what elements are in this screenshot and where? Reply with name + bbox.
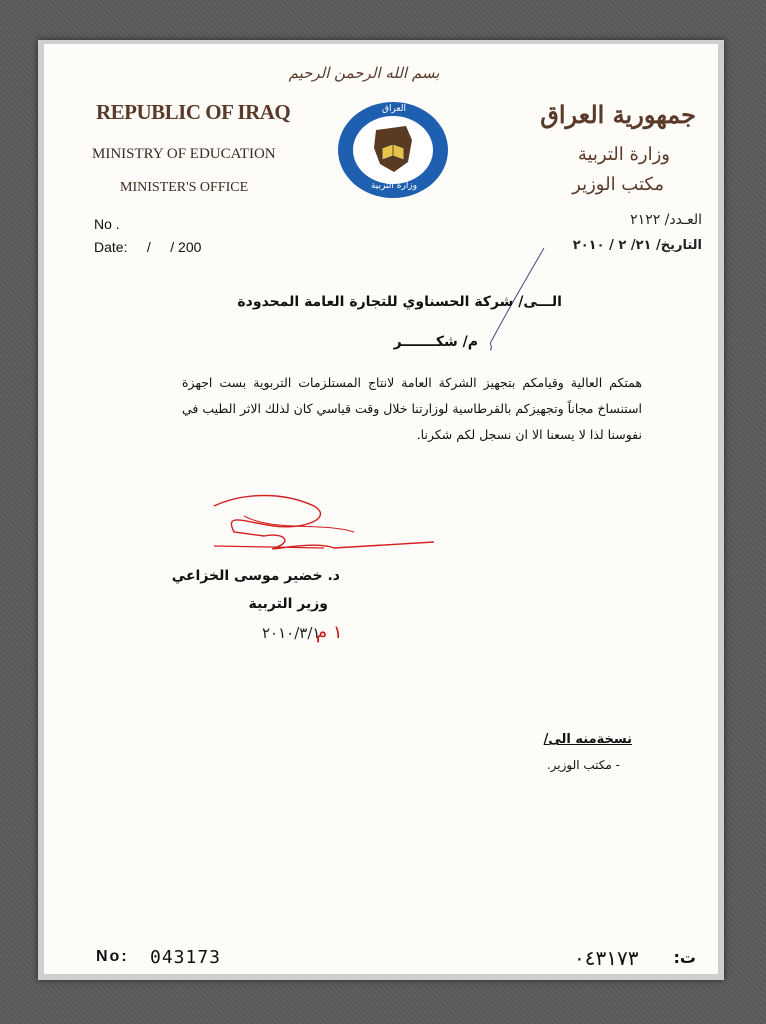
arabic-office-title: مكتب الوزير: [572, 174, 664, 195]
republic-title: REPUBLIC OF IRAQ: [96, 100, 291, 124]
recipient-line: الـــى/ شركة الحسناوي للتجارة العامة المحدودة: [237, 294, 562, 310]
arabic-number: العـدد/ ٢١٢٢: [630, 212, 702, 228]
subject-line: م/ شكـــــــر: [393, 334, 478, 350]
copy-to-item: - مكتب الوزير.: [546, 758, 620, 772]
footer-arabic-label: ت:: [673, 948, 696, 967]
logo-text-bottom: وزارة التربية: [370, 181, 418, 191]
logo-text-top: العراق: [381, 104, 407, 114]
footer-number-label: No:: [96, 948, 129, 965]
signature: [204, 492, 444, 572]
date-label: Date: / / 200: [94, 239, 202, 255]
arabic-republic-title: جمهورية العراق: [540, 100, 696, 129]
number-label: No .: [94, 216, 120, 232]
sign-date: ٢٠١٠/٣/١: [262, 624, 321, 642]
arabic-ministry-title: وزارة التربية: [577, 144, 670, 165]
signer-name: د. خضير موسى الخزاعي: [171, 568, 340, 584]
signer-title: وزير التربية: [248, 596, 328, 612]
copy-to-label: نسخةمنه الى/: [543, 732, 632, 747]
office-title: MINISTER'S OFFICE: [120, 180, 249, 195]
letter-paper: [44, 44, 718, 974]
ministry-title: MINISTRY OF EDUCATION: [92, 146, 276, 162]
footer-number-value: 043173: [150, 947, 222, 968]
footer-arabic-value: ٠٤٣١٧٣: [574, 946, 639, 970]
sign-date-mark: ١ م: [316, 622, 343, 643]
letter-body: همتكم العالية وقيامكم بتجهيز الشركة العامة لانتاج المستلزمات التربوية بست اجهزة استنساخ مجاناً وتجهيزكم بالقرطاسية لوزارتنا خلال وقت قياسي كان لذلك الاثر الطيب في نفوسنا لذا لا يسعنا الا ان نسجل لكم شكرنا.: [182, 375, 642, 442]
arabic-date: التاريخ/ ٢١/ ٢ / ٢٠١٠: [572, 238, 702, 253]
basmala: بسم الله الرحمن الرحيم: [288, 64, 440, 82]
